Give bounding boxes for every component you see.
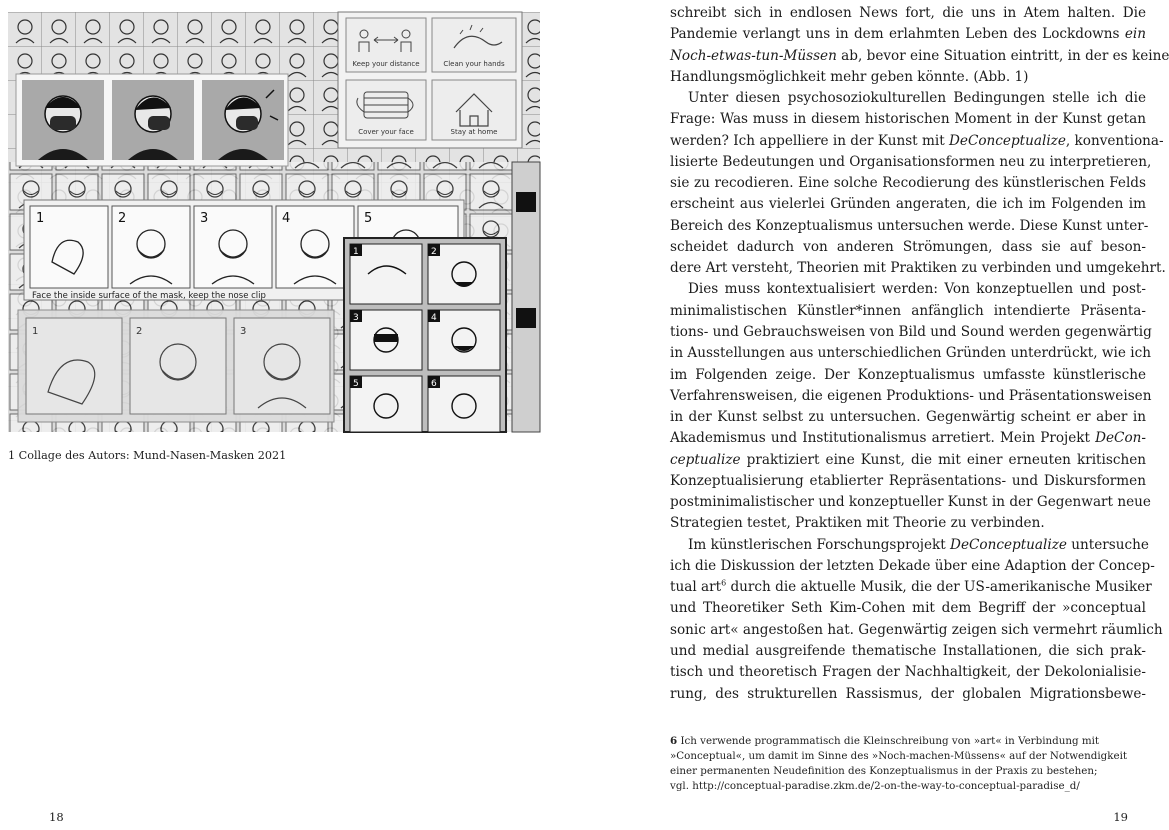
text-line: erscheint aus vielerlei Gründen angeraten, die ich im Folgenden im (670, 196, 1146, 213)
text-line: tisch und theoretisch Fragen der Nachhaltigkeit, der Dekolonialisie- (670, 664, 1146, 681)
footnote (670, 734, 1130, 794)
text-span: durch die aktuelle Musik, die der US-amerikanische Musiker (726, 579, 1152, 596)
lower-step-2: 2 (136, 326, 143, 337)
right-page (570, 0, 1169, 830)
label-clean-hands: Clean your hands (443, 60, 505, 68)
collage-image (8, 12, 540, 432)
text-line (670, 24, 1146, 45)
text-line (670, 535, 1149, 556)
text-span: Ich verwende programmatisch die Kleinschreibung von »art« in Verbindung mit (677, 735, 1100, 747)
text-line: postminimalistischer und konzeptueller Kunst in der Gegenwart neue (670, 494, 1151, 511)
step-number-1: 1 (36, 211, 45, 226)
text-line: in Ausstellungen aus unterschiedlichen Gründen unterdrückt, wie ich (670, 345, 1151, 362)
text-span: , konventiona- (1065, 132, 1164, 149)
emphasis: DeConceptualize (950, 536, 1067, 553)
hygiene-info-panel (338, 12, 522, 148)
footnote-reference: 6 (721, 578, 727, 588)
text-line: und medial ausgreifende thematische Installationen, die sich prak- (670, 642, 1146, 659)
emphasis: Noch-etwas-tun-Müssen (670, 47, 837, 64)
text-line: und Theoretiker Seth Kim-Cohen mit dem Begriff der »conceptual (670, 600, 1146, 617)
text-line: ich die Diskussion der letzten Dekade über eine Adaption der Concep- (670, 557, 1155, 574)
text-line: sie zu recodieren. Eine solche Recodierung des künstlerischen Felds (670, 175, 1146, 192)
emphasis: DeCon- (1095, 430, 1146, 447)
text-line: lisierte Bedeutungen und Organisationsformen neu zu interpretieren, (670, 153, 1152, 170)
body-text (670, 3, 1169, 705)
lower-step-3: 3 (240, 326, 247, 337)
text-span: praktiziert eine Kunst, die mit einer erneuten kritischen (740, 451, 1146, 468)
text-span: Akademismus und Institutionalismus arretiert. Mein Projekt (670, 430, 1096, 447)
grid-number-3: 3 (353, 313, 359, 323)
text-span: werden? Ich appelliere in der Kunst mit (670, 132, 949, 149)
emphasis: ceptualize (670, 451, 741, 468)
text-line: Verfahrensweisen, die eigenen Produktions- und Präsentationsweisen (670, 387, 1152, 404)
grid-number-4: 4 (431, 313, 437, 323)
text-line: Handlungsmöglichkeit mehr geben könnte. (Abb. 1) (670, 68, 1029, 85)
instruction-text: Face the inside surface of the mask, keep the nose clip (32, 291, 266, 301)
grid-number-6: 6 (431, 379, 437, 389)
footnote-line (670, 734, 1130, 749)
footnote-line: einer permanenten Neudefinition des Konzeptualismus in der Praxis zu bestehen; (670, 765, 1098, 778)
text-line: tions- und Gebrauchsweisen von Bild und Sound werden gegenwärtig (670, 323, 1152, 340)
left-page (0, 0, 570, 830)
text-line: Bereich des Konzeptualismus untersuchen werde. Diese Kunst unter- (670, 217, 1149, 234)
step-number-5: 5 (364, 211, 373, 226)
page-number-left: 18 (49, 810, 64, 824)
footnote-line: »Conceptual«, um damit im Sinne des »Noch-machen-Müssens« auf der Notwendigkeit (670, 750, 1128, 763)
emphasis: DeConceptualize (949, 132, 1066, 149)
text-line: dere Art versteht, Theorien mit Praktiken zu verbinden und umgekehrt. (670, 260, 1166, 277)
grid-number-1: 1 (353, 247, 359, 257)
text-line (670, 428, 1146, 449)
emphasis: ein (1124, 26, 1146, 43)
text-span: untersuche (1066, 536, 1149, 553)
grid-number-2: 2 (431, 247, 437, 257)
text-span: Pandemie verlangt uns in dem erlahmten Leben des Lockdowns (670, 26, 1125, 43)
text-line: rung, des strukturellen Rassismus, der globalen Migrationsbewe- (670, 685, 1146, 702)
text-line (670, 131, 1164, 152)
text-line (670, 450, 1146, 471)
text-line (670, 577, 1152, 598)
text-line: schreibt sich in endlosen News fort, die uns in Atem halten. Die (670, 5, 1146, 21)
text-line: in der Kunst selbst zu untersuchen. Gegenwärtig scheint er aber in (670, 409, 1146, 426)
lower-steps-strip (18, 310, 334, 422)
text-line: Frage: Was muss in diesem historischen Moment in der Kunst getan (670, 111, 1146, 128)
step-number-2: 2 (118, 211, 127, 226)
label-cover-face: Cover your face (358, 128, 414, 136)
label-keep-distance: Keep your distance (352, 60, 420, 68)
mask-instruction-panel (16, 74, 288, 166)
footnote-url[interactable]: vgl. http://conceptual-paradise.zkm.de/2-on-the-way-to-conceptual-paradise_d/ (670, 780, 1080, 793)
step-number-3: 3 (200, 211, 209, 226)
text-line (670, 46, 1169, 67)
text-line: sonic art« angestoßen hat. Gegenwärtig zeigen sich vermehrt räumlich (670, 621, 1163, 638)
label-stay-home: Stay at home (450, 128, 498, 136)
text-span: ab, bevor eine Situation eintritt, in der es keine (836, 47, 1169, 64)
text-line: Konzeptualisierung etablierter Repräsentations- und Diskursformen (670, 472, 1146, 489)
figure-collage (8, 12, 540, 432)
text-line: im Folgenden zeige. Der Konzeptualismus umfasste künstlerische (670, 366, 1146, 383)
text-line: minimalistischen Künstler*innen anfänglich intendierte Präsenta- (670, 302, 1146, 319)
figure-caption: 1 Collage des Autors: Mund-Nasen-Masken 2021 (8, 449, 287, 462)
grid-number-5: 5 (353, 379, 359, 389)
text-line: Dies muss kontextualisiert werden: Von konzeptuellen und post- (688, 281, 1146, 298)
text-span: Im künstlerischen Forschungsprojekt (688, 536, 951, 553)
text-span: tual art (670, 579, 722, 596)
page-number-right: 19 (1113, 810, 1128, 824)
right-numbered-grid (344, 238, 506, 432)
text-line: Strategien testet, Praktiken mit Theorie zu verbinden. (670, 515, 1045, 532)
footnote-number: 6 (670, 735, 678, 747)
step-number-4: 4 (282, 211, 291, 226)
text-line: Unter diesen psychosoziokulturellen Bedingungen stelle ich die (688, 90, 1146, 107)
text-line: scheidet dadurch von anderen Strömungen, dass sie auf beson- (670, 238, 1146, 255)
lower-step-1: 1 (32, 326, 39, 337)
